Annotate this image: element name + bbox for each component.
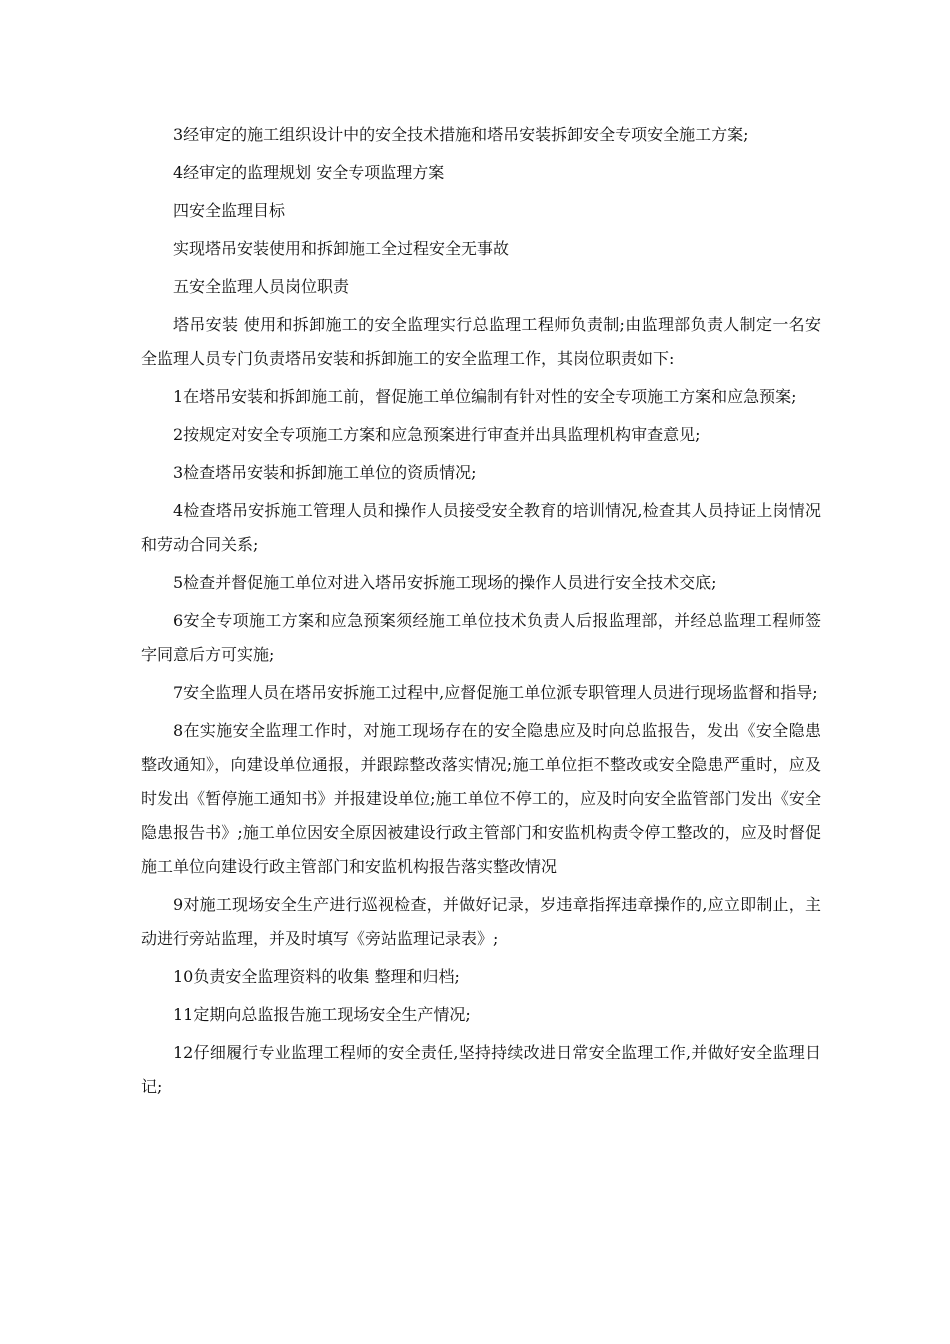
document-body xyxy=(141,118,821,1108)
section-heading-safety-goal: 四安全监理目标 xyxy=(173,201,286,220)
duty-item-5: 5检查并督促施工单位对进入塔吊安拆施工现场的操作人员进行安全技术交底; xyxy=(173,573,717,592)
paragraph-3-reviewed-construction-design: 3经审定的施工组织设计中的安全技术措施和塔吊安装拆卸安全专项安全施工方案; xyxy=(173,125,749,144)
duty-item-1: 1在塔吊安装和拆卸施工前，督促施工单位编制有针对性的安全专项施工方案和应急预案; xyxy=(173,387,797,406)
paragraph-safety-goal: 实现塔吊安装使用和拆卸施工全过程安全无事故 xyxy=(173,239,510,258)
duty-item-7: 7安全监理人员在塔吊安拆施工过程中,应督促施工单位派专职管理人员进行现场监督和指导; xyxy=(173,683,818,702)
duty-item-2: 2按规定对安全专项施工方案和应急预案进行审查并出具监理机构审查意见; xyxy=(173,425,701,444)
duty-item-9: 9对施工现场安全生产进行巡视检查，并做好记录，岁违章指挥违章操作的,应立即制止，主动进行旁站监理，并及时填写《旁站监理记录表》; xyxy=(141,895,821,948)
duty-item-11: 11定期向总监报告施工现场安全生产情况; xyxy=(173,1005,471,1024)
duty-item-10: 10负责安全监理资料的收集 整理和归档; xyxy=(173,967,460,986)
duty-item-3: 3检查塔吊安装和拆卸施工单位的资质情况; xyxy=(173,463,477,482)
duty-item-12: 12仔细履行专业监理工程师的安全责任,坚持持续改进日常安全监理工作,并做好安全监理日记; xyxy=(141,1043,821,1096)
duty-item-4: 4检查塔吊安拆施工管理人员和操作人员接受安全教育的培训情况,检查其人员持证上岗情况和劳动合同关系; xyxy=(141,501,821,554)
paragraph-responsibility-system: 塔吊安装 使用和拆卸施工的安全监理实行总监理工程师负责制;由监理部负责人制定一名安全监理人员专门负责塔吊安装和拆卸施工的安全监理工作，其岗位职责如下: xyxy=(141,315,821,368)
duty-item-6: 6安全专项施工方案和应急预案须经施工单位技术负责人后报监理部，并经总监理工程师签字同意后方可实施; xyxy=(141,611,821,664)
duty-item-8: 8在实施安全监理工作时，对施工现场存在的安全隐患应及时向总监报告，发出《安全隐患整改通知》，向建设单位通报，并跟踪整改落实情况;施工单位拒不整改或安全隐患严重时，应及时发出《暂停施工通知书》并报建设单位;施工单位不停工的，应及时向安全监管部门发出《安全隐患报告书》;施工单位因安全原因被建设行政主管部门和安监机构责令停工整改的，应及时督促施工单位向建设行政主管部门和安监机构报告落实整改情况 xyxy=(141,721,821,876)
section-heading-staff-duties: 五安全监理人员岗位职责 xyxy=(173,277,350,296)
paragraph-4-supervision-plan: 4经审定的监理规划 安全专项监理方案 xyxy=(173,163,445,182)
